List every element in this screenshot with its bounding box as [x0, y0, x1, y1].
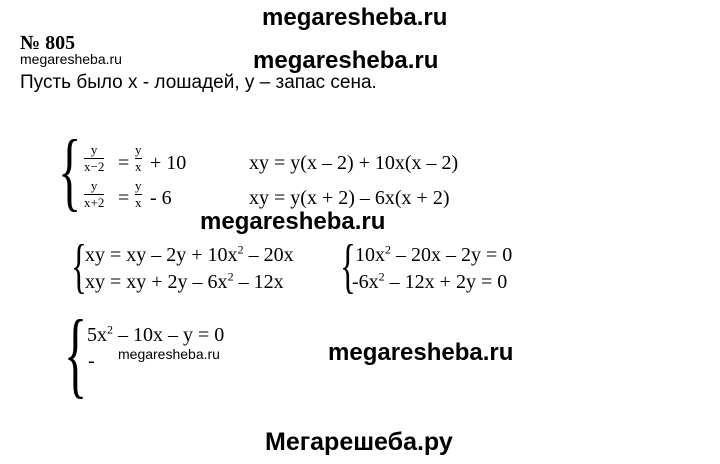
equation: xy = y(x – 2) + 10x(x – 2) — [249, 152, 459, 174]
system-brace: { — [58, 123, 82, 220]
fraction: y x — [135, 178, 142, 211]
equation: $-6x^2 - 12x + 2y = 0$ — [352, 269, 508, 293]
watermark-small: megaresheba.ru — [20, 51, 122, 67]
equation: $5x^2 - 10x - y = 0$ — [87, 322, 225, 346]
watermark-mid: megaresheba.ru — [200, 208, 386, 235]
watermark-top: megaresheba.ru — [262, 4, 448, 31]
equation: xy = xy – $2y + 10x^2 - 20x$ — [85, 242, 294, 266]
problem-number: № 805 — [20, 32, 76, 54]
equation: xy = y(x + 2) – 6x(x + 2) — [249, 187, 450, 209]
equals-sign: = — [118, 187, 130, 209]
system-brace: { — [64, 300, 88, 407]
watermark-small: megaresheba.ru — [118, 346, 220, 362]
watermark-mid: megaresheba.ru — [253, 47, 439, 74]
equation: $10x^2 - 20x - 2y = 0$ — [355, 242, 513, 266]
watermark-bottom: Мегарешеба.ру — [265, 428, 453, 456]
system-brace: { — [71, 233, 87, 299]
system-brace: { — [340, 233, 356, 299]
fraction: y x−2 — [84, 142, 105, 175]
fraction: y x — [135, 142, 142, 175]
equation: xy = xy + $2y - 6x^2 - 12x$ — [85, 269, 284, 293]
equation: - — [88, 350, 95, 372]
problem-intro: Пусть было х - лошадей, у – запас сена. — [20, 72, 377, 93]
equation-tail: - 6 — [150, 187, 172, 209]
fraction: y x+2 — [84, 178, 105, 211]
equals-sign: = — [118, 152, 130, 174]
equation-tail: + 10 — [150, 152, 187, 174]
watermark-mid: megaresheba.ru — [328, 339, 514, 366]
